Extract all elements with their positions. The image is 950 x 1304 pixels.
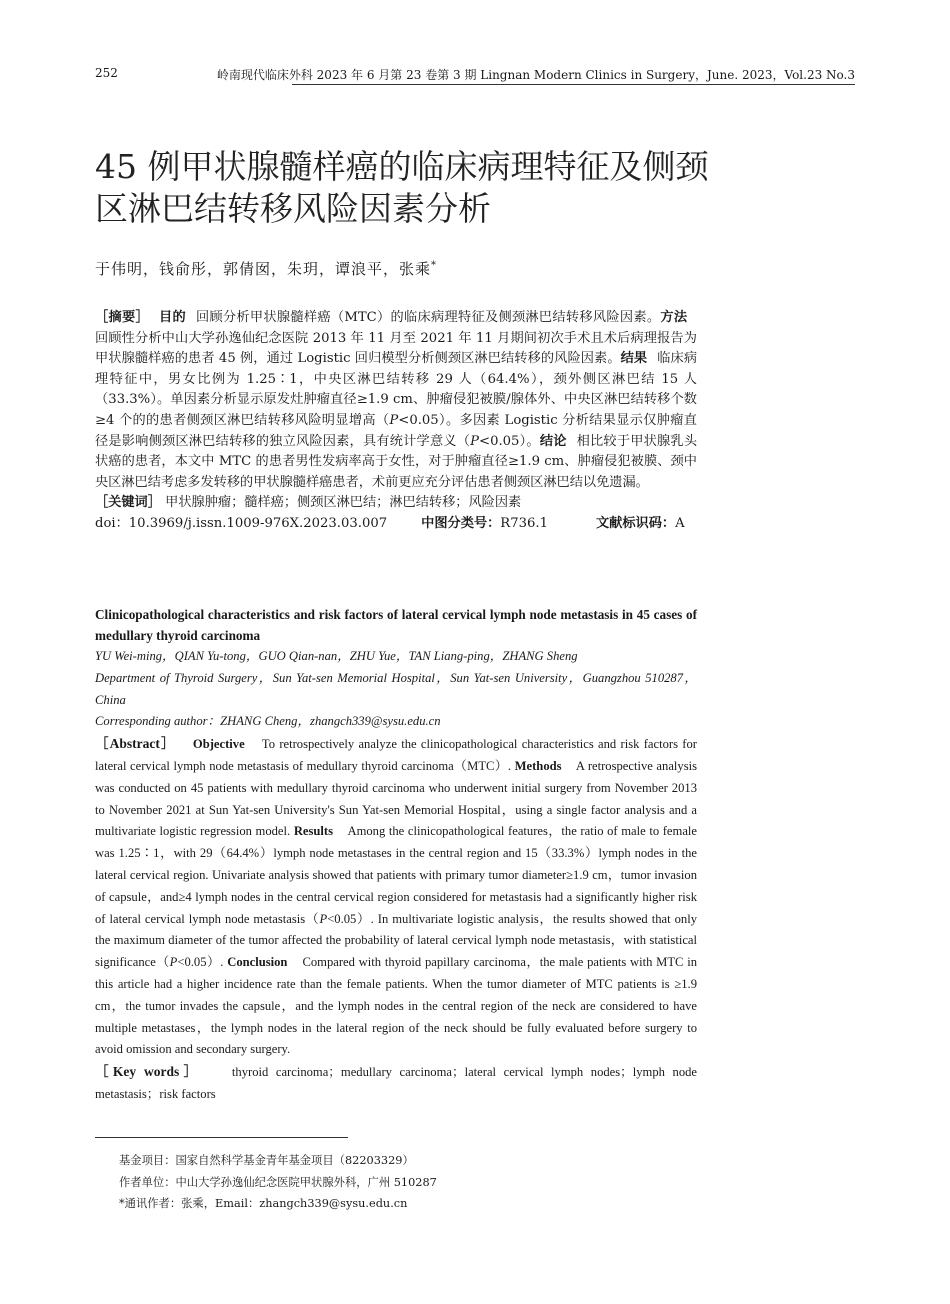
footnote-corresponding: *通讯作者：张乘，Email：zhangch339@sysu.edu.cn <box>119 1197 408 1210</box>
corresponding-mark: * <box>431 260 438 271</box>
results-cn-p2: P <box>470 433 480 449</box>
doc-code-label: 文献标识码： <box>595 515 676 531</box>
conclusion-cn-text: 相比较于甲状腺乳头状癌的患者，本文中 MTC 的患者男性发病率高于女性，对于肿瘤直径≥1.9 cm、肿瘤侵犯被膜、颈中央区淋巴结考虑多发转移的甲状腺髓样癌患者，术前更应充分评估患者侧颈区淋巴结以免遗漏。 <box>95 433 698 490</box>
keywords-cn <box>95 493 697 514</box>
results-cn-text-c: <0.05）。 <box>479 433 540 449</box>
keywords-en-text: thyroid carcinoma；medullary carcinoma；lateral cervical lymph nodes；lymph node metastasis；risk factors <box>95 1065 698 1101</box>
results-en-p2: P <box>169 955 178 970</box>
abstract-cn-label: ［摘要］ <box>95 310 149 325</box>
keywords-en-label: ［Key words］ <box>95 1064 202 1080</box>
conclusion-en-label: Conclusion <box>227 955 288 970</box>
methods-cn-text: 回顾性分析中山大学孙逸仙纪念医院 2013 年 11 月至 2021 年 11 月期间初次手术且术后病理报告为甲状腺髓样癌的患者 45 例，通过 Logistic 回归模型分析侧颈区淋巴结转移的风险因素。 <box>95 330 697 367</box>
results-en-p1: P <box>319 911 328 926</box>
running-header <box>95 66 855 84</box>
methods-cn-label: 方法 <box>660 310 688 325</box>
doi-line <box>95 514 697 535</box>
article-title-en: Clinicopathological characteristics and risk factors of lateral cervical lymph node metastasis in 45 cases of medullary thyroid carcinoma <box>95 607 697 643</box>
objective-en-label: Objective <box>192 737 245 752</box>
footnote-rule <box>95 1137 348 1138</box>
results-cn-text-b: <0.05）。多因素 Logistic 分析结果显示仅肿瘤直径是影响侧颈区淋巴结转移的独立风险因素，具有统计学意义（ <box>95 412 697 449</box>
keywords-cn-label: ［关键词］ <box>95 495 161 511</box>
journal-citation: 岭南现代临床外科 2023 年 6 月第 23 卷第 3 期 Lingnan Modern Clinics in Surgery，June. 2023，Vol.23 No.3 <box>216 68 855 82</box>
authors-en: YU Wei-ming，QIAN Yu-tong，GUO Qian-nan，ZHU Yue，TAN Liang-ping，ZHANG Sheng <box>95 649 578 663</box>
methods-en-text: A retrospective analysis was conducted on 45 patients with medullary thyroid carcinoma who underwent initial surgery from November 2013 to November 2021 at Sun Yat-sen University's Sun Yat-sen Memorial Hospital，using a single factor analysis and a multivariate logistic regression model. <box>95 758 698 839</box>
results-en-text-a: Among the clinicopathological features，the ratio of male to female was 1.25∶1，with 29（64.4%）lymph node metastases in the central region and 15（33.3%）lymph nodes in the lateral cervical region. Univariate analysis showed that patients with primary tumor diameter≥1.9 cm，tumor invasion of capsule，and≥4 lymph nodes in the central cervical region considered for metastasis had a significantly higher risk of lateral cervical lymph node metastasis（ <box>95 824 698 926</box>
abstract-en-label: ［Abstract］ <box>95 736 176 752</box>
abstract-en-body <box>95 733 697 1061</box>
results-en-label: Results <box>293 824 333 839</box>
affiliation-en: Department of Thyroid Surgery，Sun Yat-sen Memorial Hospital，Sun Yat-sen University，Guangzhou 510287，China <box>95 670 697 707</box>
abstract-cn <box>95 308 697 535</box>
title-line-1: 45 例甲状腺髓样癌的临床病理特征及侧颈 <box>95 147 709 186</box>
conclusion-cn-label: 结论 <box>539 433 567 449</box>
results-cn-text-a: 临床病理特征中，男女比例为 1.25∶1，中央区淋巴结转移 29 人（64.4%），颈外侧区淋巴结 15 人（33.3%）。单因素分析显示原发灶肿瘤直径≥1.9 cm、肿瘤侵犯被膜/腺体外、中央区淋巴结转移个数≥4 个的的患者侧颈区淋巴结转移风险明显增高（ <box>95 351 698 428</box>
objective-cn-text: 回顾分析甲状腺髓样癌（MTC）的临床病理特征及侧颈淋巴结转移风险因素。 <box>195 310 661 325</box>
abstract-en <box>95 604 697 1106</box>
results-cn-p1: P <box>389 412 399 428</box>
objective-en-text: To retrospectively analyze the clinicopathological characteristics and risk factors for lateral cervical lymph node metastasis of medullary thyroid carcinoma（MTC）. <box>95 737 697 773</box>
abstract-cn-body <box>95 308 697 493</box>
clc-label: 中图分类号： <box>421 515 501 531</box>
conclusion-en-text: Compared with thyroid papillary carcinoma，the male patients with MTC in this article had a higher incidence rate than the female patients. When the tumor diameter of MTC patients is ≥1.9 cm，the tumor invades the capsule，and the lymph nodes in the central region of the neck are considered to have multiple metastases，the lymph nodes in the lateral region of the neck should be fully evaluated before surgery to avoid omission and secondary surgery. <box>95 955 698 1057</box>
results-en-text-b: <0.05）. In multivariate logistic analysis，the results showed that only the maximum diameter of the tumor affected the probability of lateral cervical lymph node metastasis，with statistical significance（ <box>95 911 697 970</box>
article-title-cn <box>95 146 735 230</box>
doi: doi：10.3969/j.issn.1009-976X.2023.03.007 <box>95 515 388 531</box>
keywords-en <box>95 1061 697 1106</box>
header-rule <box>292 84 855 85</box>
footnotes <box>119 1150 437 1215</box>
footnote-affiliation: 作者单位：中山大学孙逸仙纪念医院甲状腺外科，广州 510287 <box>119 1175 437 1189</box>
keywords-cn-text: 甲状腺肿瘤；髓样癌；侧颈区淋巴结；淋巴结转移；风险因素 <box>165 495 522 511</box>
clc-value: R736.1 <box>500 515 548 531</box>
footnote-fund: 基金项目：国家自然科学基金青年基金项目（82203329） <box>119 1154 414 1167</box>
page-number: 252 <box>95 66 118 80</box>
doc-code-value: A <box>675 515 685 531</box>
authors-cn <box>95 258 437 279</box>
title-line-2: 区淋巴结转移风险因素分析 <box>95 189 491 228</box>
authors-cn-names: 于伟明，钱俞彤，郭倩囡，朱玥，谭浪平，张乘 <box>95 260 432 278</box>
results-en-text-c: <0.05）. <box>177 955 224 970</box>
methods-en-label: Methods <box>514 758 562 773</box>
objective-cn-label: 目的 <box>158 310 186 325</box>
results-cn-label: 结果 <box>620 351 648 367</box>
corresponding-en: Corresponding author：ZHANG Cheng，zhangch339@sysu.edu.cn <box>95 714 441 729</box>
